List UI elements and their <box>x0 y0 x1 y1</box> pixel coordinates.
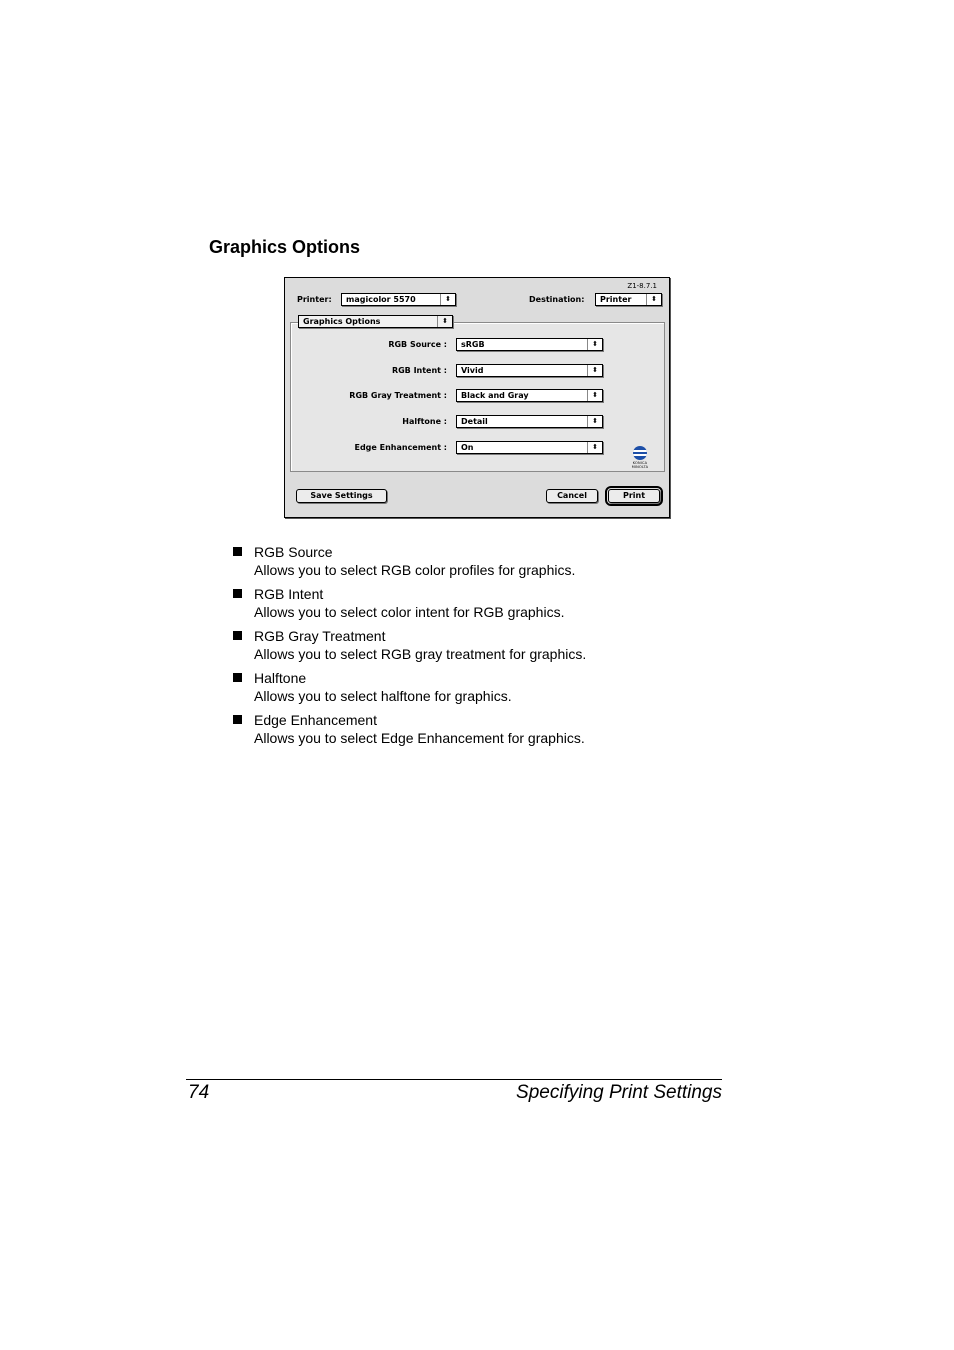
rgb-gray-treatment-label: RGB Gray Treatment : <box>349 391 447 400</box>
item-description: Allows you to select halftone for graphics. <box>254 688 512 704</box>
rgb-intent-value: Vivid <box>461 366 484 375</box>
edge-enhancement-value: On <box>461 443 474 452</box>
popup-arrows-icon: ⬍ <box>646 294 661 305</box>
item-title: RGB Gray Treatment <box>254 628 386 644</box>
list-item <box>232 627 732 663</box>
item-title: Edge Enhancement <box>254 712 377 728</box>
destination-select[interactable] <box>595 293 662 306</box>
logo-mark-icon <box>633 446 647 460</box>
square-bullet-icon <box>233 673 242 682</box>
item-description: Allows you to select Edge Enhancement for graphics. <box>254 730 585 746</box>
destination-label: Destination: <box>529 295 585 304</box>
rgb-gray-treatment-select[interactable] <box>456 389 603 402</box>
rgb-source-label: RGB Source : <box>388 340 447 349</box>
halftone-value: Detail <box>461 417 488 426</box>
panel-select[interactable] <box>298 315 453 328</box>
item-description: Allows you to select RGB gray treatment for graphics. <box>254 646 587 662</box>
halftone-label: Halftone : <box>402 417 447 426</box>
list-item <box>232 543 732 579</box>
footer-title: Specifying Print Settings <box>516 1082 722 1103</box>
options-panel <box>290 322 665 472</box>
halftone-select[interactable] <box>456 415 603 428</box>
section-title: Graphics Options <box>209 237 361 257</box>
rgb-source-value: sRGB <box>461 340 485 349</box>
item-title: RGB Source <box>254 544 333 560</box>
item-description: Allows you to select color intent for RGB graphics. <box>254 604 565 620</box>
destination-value: Printer <box>600 295 632 304</box>
popup-arrows-icon: ⬍ <box>437 316 452 327</box>
panel-value: Graphics Options <box>303 317 381 326</box>
printer-select[interactable] <box>341 293 456 306</box>
print-button[interactable]: Print <box>608 489 660 503</box>
edge-enhancement-label: Edge Enhancement : <box>354 443 447 452</box>
list-item <box>232 669 732 705</box>
item-title: RGB Intent <box>254 586 324 602</box>
printer-label: Printer: <box>297 295 332 304</box>
page-number: 74 <box>188 1082 210 1103</box>
rgb-intent-select[interactable] <box>456 364 603 377</box>
footer-divider <box>186 1079 722 1080</box>
popup-arrows-icon: ⬍ <box>587 365 602 376</box>
print-dialog <box>284 277 670 518</box>
popup-arrows-icon: ⬍ <box>587 442 602 453</box>
rgb-source-select[interactable] <box>456 338 603 351</box>
edge-enhancement-select[interactable] <box>456 441 603 454</box>
item-title: Halftone <box>254 670 307 686</box>
logo-text: KONICA MINOLTA <box>631 461 649 469</box>
options-description-list <box>232 543 732 753</box>
square-bullet-icon <box>233 631 242 640</box>
square-bullet-icon <box>233 547 242 556</box>
printer-value: magicolor 5570 <box>346 295 416 304</box>
square-bullet-icon <box>233 715 242 724</box>
konica-minolta-logo <box>625 446 655 469</box>
rgb-intent-label: RGB Intent : <box>391 366 447 375</box>
save-settings-button[interactable]: Save Settings <box>296 489 387 503</box>
list-item <box>232 711 732 747</box>
popup-arrows-icon: ⬍ <box>587 416 602 427</box>
list-item <box>232 585 732 621</box>
popup-arrows-icon: ⬍ <box>587 390 602 401</box>
popup-arrows-icon: ⬍ <box>587 339 602 350</box>
cancel-button[interactable]: Cancel <box>546 489 598 503</box>
rgb-gray-treatment-value: Black and Gray <box>461 391 529 400</box>
square-bullet-icon <box>233 589 242 598</box>
popup-arrows-icon: ⬍ <box>440 294 455 305</box>
version-label: Z1-8.7.1 <box>627 282 657 290</box>
item-description: Allows you to select RGB color profiles for graphics. <box>254 562 576 578</box>
